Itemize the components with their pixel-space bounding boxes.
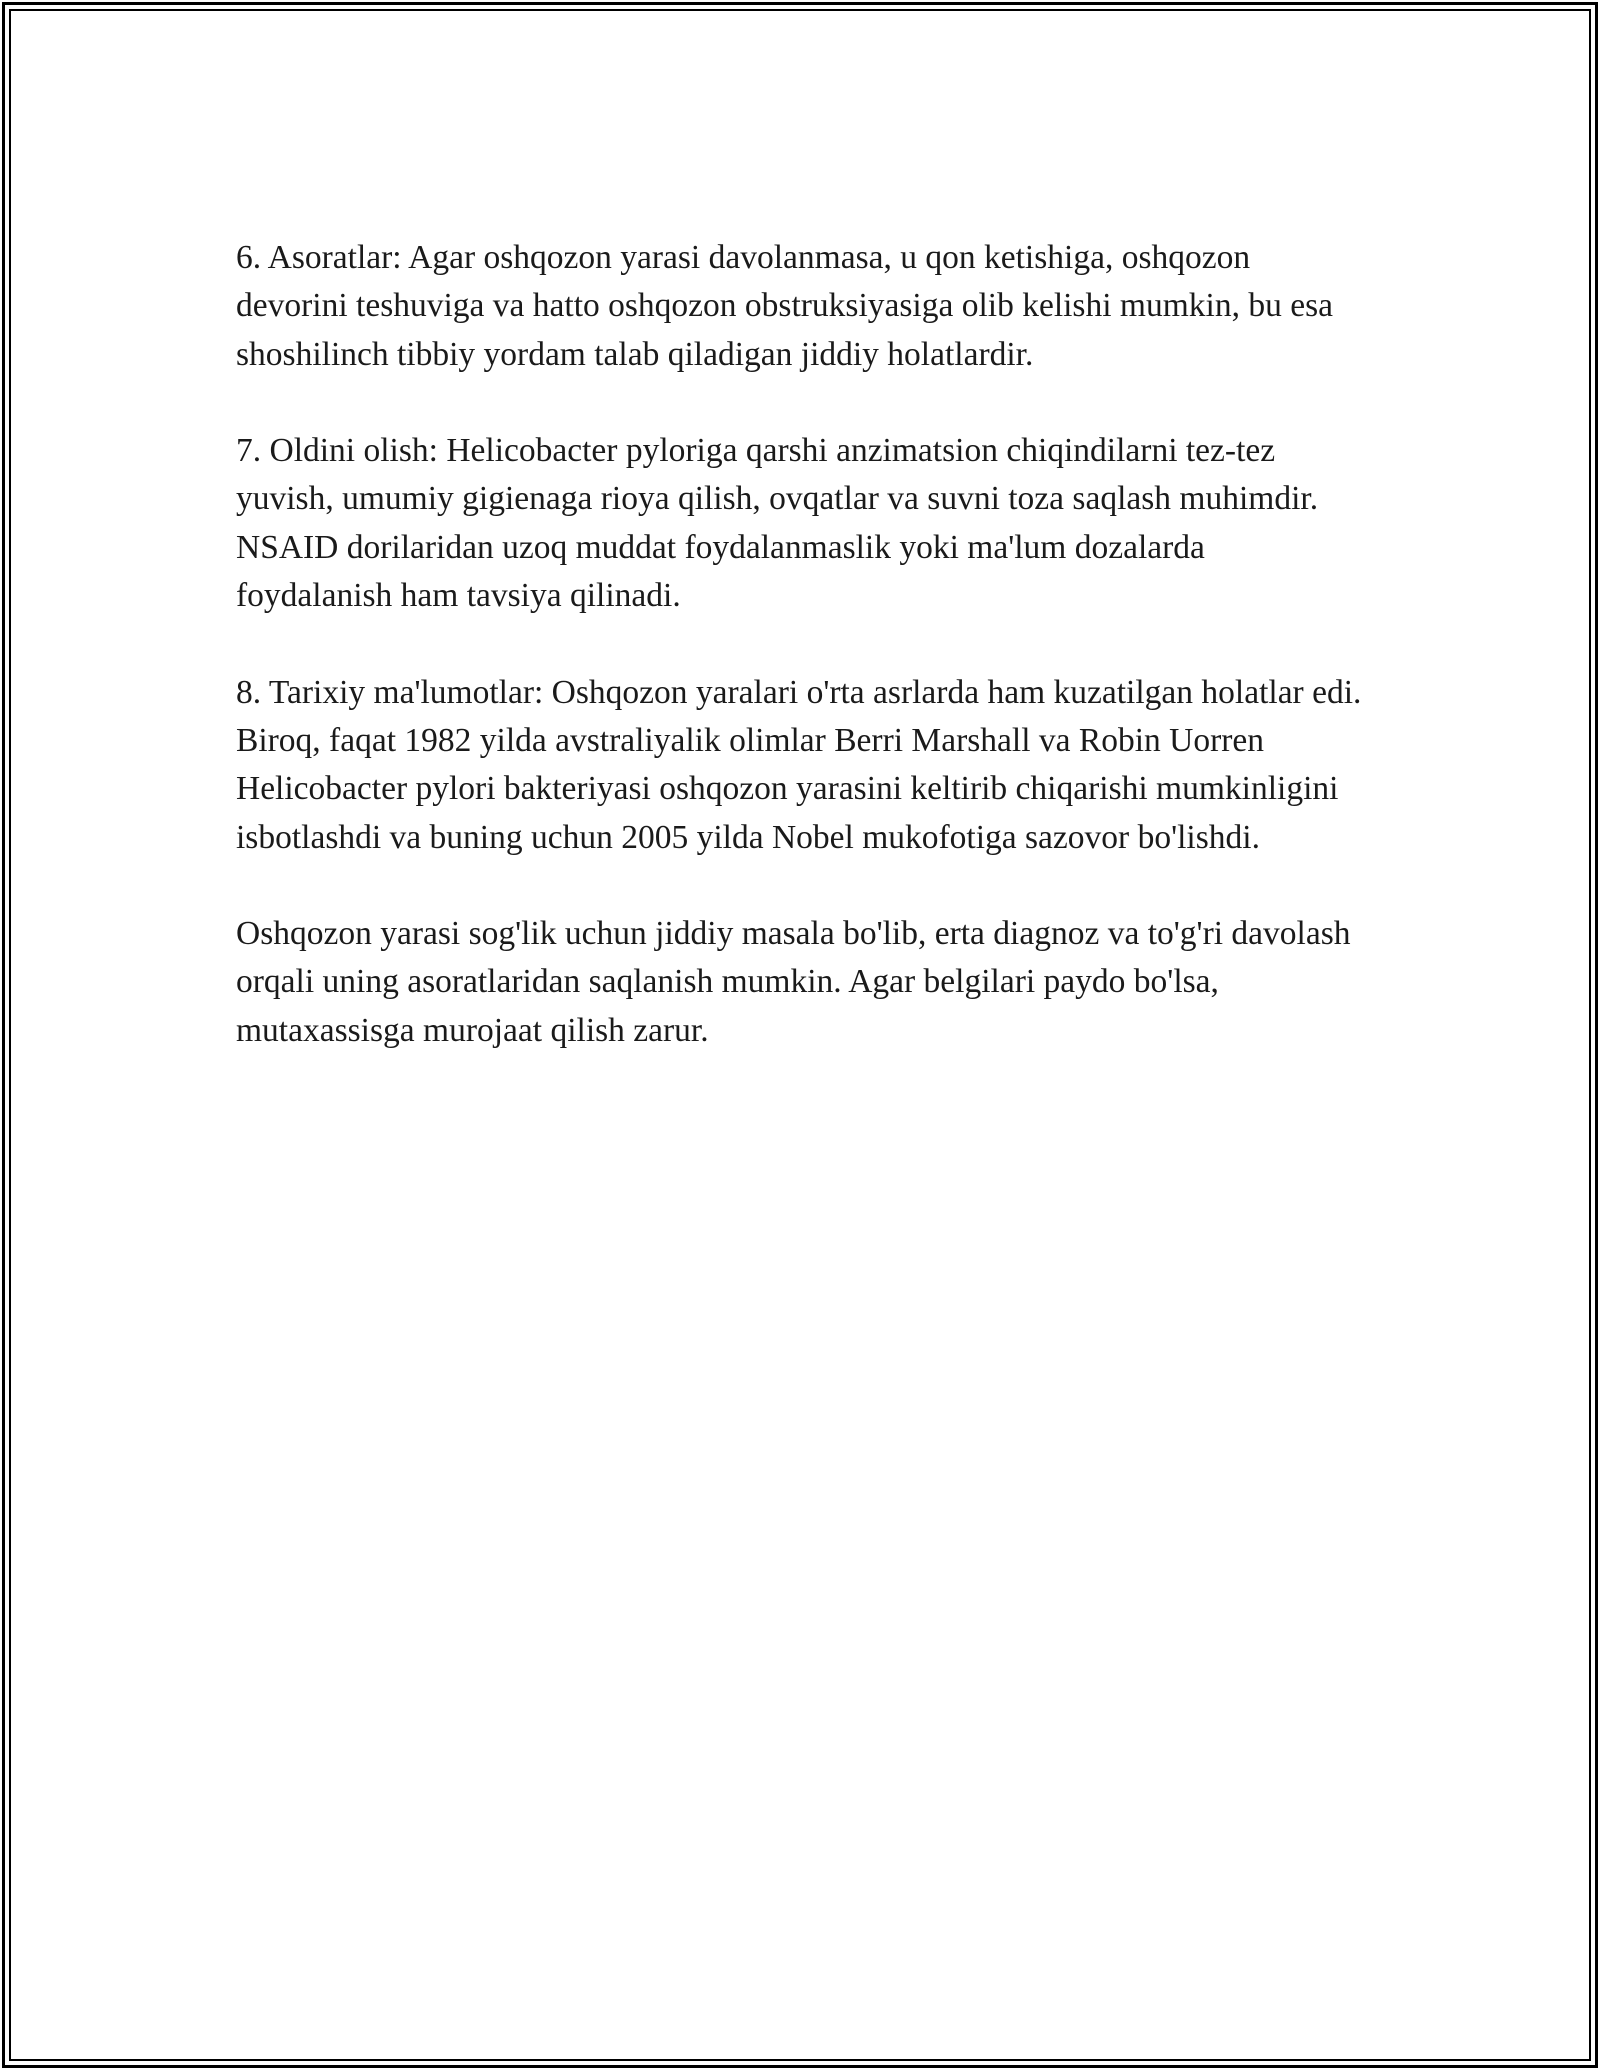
paragraph-history: 8. Tarixiy ma'lumotlar: Oshqozon yaralari o'rta asrlarda ham kuzatilgan holatlar edi. Biroq, faqat 1982 yilda avstraliyalik olimlar Berri Marshall va Robin Uorren Helicobacter pylori bakteriyasi oshqozon yarasini keltirib chiqarishi mumkinligini isbotlashdi va buning uchun 2005 yilda Nobel mukofotiga sazovor bo'lishdi. [236,673,1362,856]
paragraph-prevention: 7. Oldini olish: Helicobacter pyloriga qarshi anzimatsion chiqindilarni tez-tez yuvish, umumiy gigienaga rioya qilish, ovqatlar va suvni toza saqlash muhimdir. NSAID dorilaridan uzoq muddat foydalanmaslik yoki ma'lum dozalarda foydalanish ham tavsiya qilinadi. [236,432,1319,615]
paragraph-conclusion: Oshqozon yarasi sog'lik uchun jiddiy masala bo'lib, erta diagnoz va to'g'ri davolash orqali uning asoratlaridan saqlanish mumkin. Agar belgilari paydo bo'lsa, mutaxassisga murojaat qilish zarur. [236,915,1351,1049]
paragraph-complications: 6. Asoratlar: Agar oshqozon yarasi davolanmasa, u qon ketishiga, oshqozon devorini teshuviga va hatto oshqozon obstruksiyasiga olib kelishi mumkin, bu esa shoshilinch tibbiy yordam talab qiladigan jiddiy holatlardir. [236,239,1333,373]
document-body [236,234,1366,1055]
